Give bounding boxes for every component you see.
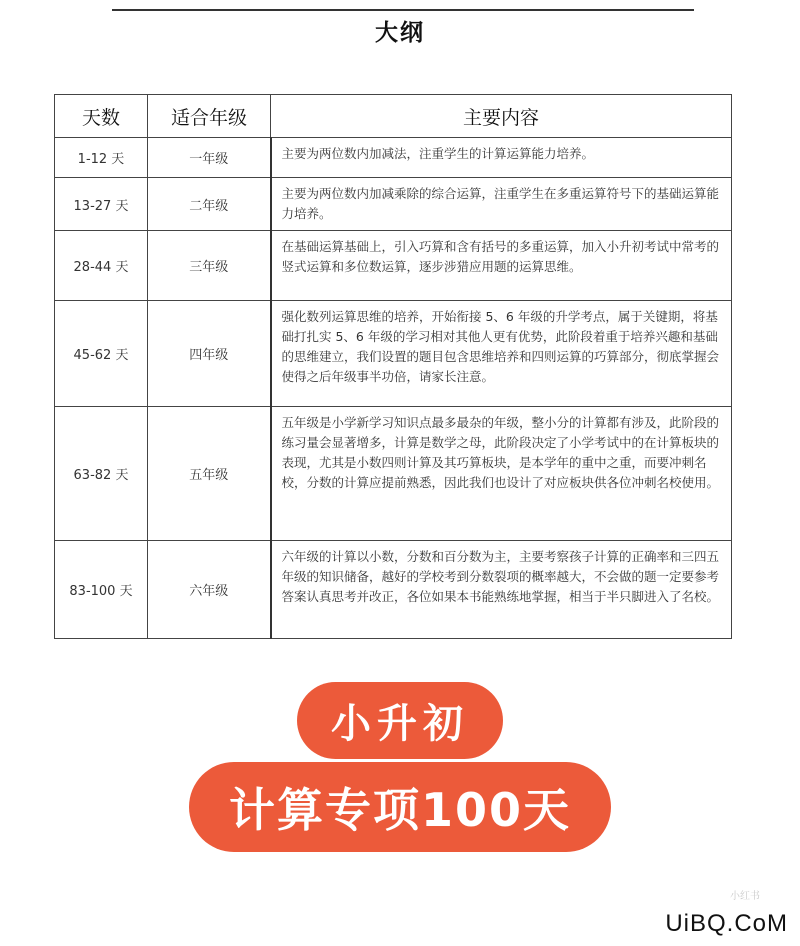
header-grade: 适合年级	[148, 95, 271, 138]
row-grade: 六年级	[148, 541, 271, 639]
row-content: 主要为两位数内加减乘除的综合运算，注重学生在多重运算符号下的基础运算能力培养。	[271, 178, 732, 231]
row-content: 六年级的计算以小数，分数和百分数为主，主要考察孩子计算的正确率和三四五年级的知识储备，越好的学校考到分数裂项的概率越大，不会做的题一定要参考答案认真思考并改正，各位如果本书能熟练地掌握，相当于半只脚进入了名校。	[271, 541, 732, 639]
row-content: 主要为两位数内加减法，注重学生的计算运算能力培养。	[271, 138, 732, 178]
row-days: 45-62 天	[55, 301, 148, 407]
row-grade: 五年级	[148, 407, 271, 541]
page-title: 大纲	[375, 20, 425, 46]
table-row	[55, 231, 732, 301]
row-days: 83-100 天	[55, 541, 148, 639]
row-days: 1-12 天	[55, 138, 148, 178]
banner-title-small: 小升初	[297, 682, 503, 759]
row-content: 强化数列运算思维的培养，开始衔接 5、6 年级的升学考点，属于关键期，将基础打扎实 5、6 年级的学习相对其他人更有优势，此阶段着重于培养兴趣和基础的思维建立，我们设置的题目包含思维培养和四则运算的巧算部分，彻底掌握会使得之后年级事半功倍，请家长注意。	[271, 301, 732, 407]
row-grade: 一年级	[148, 138, 271, 178]
table-header-row	[55, 95, 732, 138]
row-days: 13-27 天	[55, 178, 148, 231]
row-content: 在基础运算基础上，引入巧算和含有括号的多重运算，加入小升初考试中常考的竖式运算和多位数运算，逐步涉猎应用题的运算思维。	[271, 231, 732, 301]
banner-line-1	[0, 682, 800, 759]
row-grade: 四年级	[148, 301, 271, 407]
header-content: 主要内容	[271, 95, 732, 138]
banner-line-2	[0, 762, 800, 852]
banner-title-large: 计算专项100天	[189, 762, 611, 852]
watermark-small: 小红书	[730, 891, 760, 902]
watermark-logo: UiBQ.CoM	[665, 910, 788, 937]
top-rule	[112, 9, 694, 11]
table-row	[55, 178, 732, 231]
table-row	[55, 407, 732, 541]
table-row	[55, 301, 732, 407]
row-grade: 三年级	[148, 231, 271, 301]
outline-table	[54, 94, 732, 639]
table-row	[55, 138, 732, 178]
table-row	[55, 541, 732, 639]
row-days: 63-82 天	[55, 407, 148, 541]
header-days: 天数	[55, 95, 148, 138]
row-grade: 二年级	[148, 178, 271, 231]
row-content: 五年级是小学新学习知识点最多最杂的年级，整小分的计算都有涉及，此阶段的练习量会显著增多，计算是数学之母，此阶段决定了小学考试中的在计算板块的表现，尤其是小数四则计算及其巧算板块，是本学年的重中之重，而要冲刺名校，分数的计算应提前熟悉，因此我们也设计了对应板块供各位冲刺名校使用。	[271, 407, 732, 541]
row-days: 28-44 天	[55, 231, 148, 301]
banner-area	[0, 640, 800, 946]
